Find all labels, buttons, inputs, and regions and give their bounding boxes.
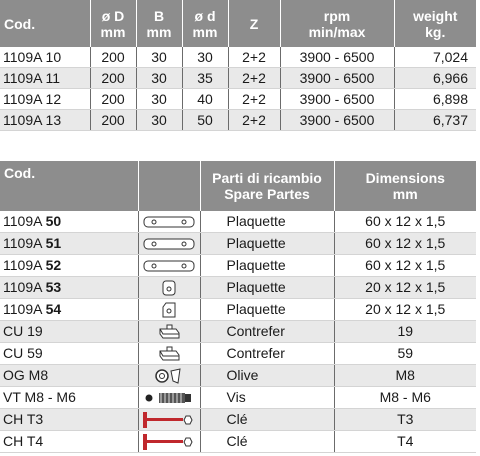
specs-cell-weight: 6,898 [394,89,476,110]
parts-cell-dimensions: 19 [334,321,476,343]
specs-cell-rpm: 3900 - 6500 [280,89,394,110]
table-row [0,343,476,365]
parts-header-row [0,161,476,211]
specs-header-line2: mm [146,23,172,40]
knife-plate-long-icon [139,259,200,273]
specs-cell-d: 30 [182,47,228,68]
part-code: VT M8 - M6 [3,389,76,405]
table-row [0,409,476,431]
parts-cell-image [138,431,200,453]
knife-plate-long-icon [139,215,200,229]
counter-knife-icon [139,346,200,362]
specs-cell-cod: 1109A 13 [0,110,90,131]
part-code-suffix: 51 [45,235,62,251]
parts-cell-dimensions: T4 [334,431,476,453]
specs-header-cell [136,0,182,47]
knife-plate-long-icon [139,237,200,251]
parts-cell-part: Plaquette [200,211,334,233]
specs-header-line1: Cod. [4,15,36,32]
specs-cell-b: 30 [136,110,182,131]
parts-cell-part: Vis [200,387,334,409]
table-row [0,110,476,131]
parts-cell-cod [0,431,138,453]
key-icon [139,433,200,451]
specs-header-line2: kg. [425,23,446,40]
parts-cell-image [138,277,200,299]
part-code-suffix: 53 [45,279,62,295]
parts-cell-part: Plaquette [200,255,334,277]
parts-cell-image [138,299,200,321]
specs-cell-z: 2+2 [228,68,280,89]
parts-cell-part: Contrefer [200,321,334,343]
parts-cell-cod [0,321,138,343]
parts-cell-part: Plaquette [200,277,334,299]
table-row [0,321,476,343]
specs-cell-weight: 7,024 [394,47,476,68]
parts-cell-dimensions: M8 [334,365,476,387]
specs-cell-rpm: 3900 - 6500 [280,110,394,131]
part-code-suffix: 50 [45,213,62,229]
specs-cell-d: 200 [90,68,136,89]
parts-cell-cod [0,365,138,387]
table-row [0,47,476,68]
parts-cell-image [138,233,200,255]
specs-cell-z: 2+2 [228,110,280,131]
parts-cell-part: Plaquette [200,299,334,321]
parts-header-dim-line2: mm [392,186,418,202]
parts-body [0,211,476,453]
specs-cell-cod: 1109A 11 [0,68,90,89]
specs-header-cell [228,0,280,47]
parts-cell-cod [0,387,138,409]
counter-knife-icon [139,324,200,340]
screw-icon [139,390,200,406]
part-code-suffix: 54 [45,301,62,317]
specs-header-line2: min/max [308,23,366,40]
table-row [0,431,476,453]
specs-cell-b: 30 [136,89,182,110]
parts-header-dimensions [334,161,476,211]
specs-cell-weight: 6,737 [394,110,476,131]
parts-cell-dimensions: M8 - M6 [334,387,476,409]
specs-header-line2: mm [100,23,126,40]
table-row [0,365,476,387]
part-code: OG M8 [3,367,49,383]
parts-cell-part: Olive [200,365,334,387]
parts-header-dim-line1: Dimensions [365,170,445,186]
key-icon [139,411,200,429]
parts-cell-dimensions: 59 [334,343,476,365]
specs-header-cell [394,0,476,47]
table-row [0,89,476,110]
part-code: CU 19 [3,323,43,339]
parts-cell-cod [0,409,138,431]
specs-cell-cod: 1109A 12 [0,89,90,110]
olive-nut-icon [139,367,200,385]
specs-header-cell [280,0,394,47]
parts-cell-cod [0,255,138,277]
part-code-suffix: 52 [45,257,62,273]
specs-cell-d: 40 [182,89,228,110]
part-code: CU 59 [3,345,43,361]
table-row [0,211,476,233]
parts-cell-part: Clé [200,409,334,431]
specs-header-cell [182,0,228,47]
parts-cell-dimensions: T3 [334,409,476,431]
knife-plate-small-angled-icon [139,302,200,318]
specs-cell-d: 200 [90,47,136,68]
parts-header-part [200,161,334,211]
table-row [0,233,476,255]
parts-cell-image [138,255,200,277]
specs-cell-d: 200 [90,110,136,131]
specs-cell-d: 200 [90,89,136,110]
table-row [0,277,476,299]
parts-cell-part: Plaquette [200,233,334,255]
specs-cell-weight: 6,966 [394,68,476,89]
parts-cell-dimensions: 60 x 12 x 1,5 [334,233,476,255]
parts-cell-cod [0,299,138,321]
parts-cell-part: Contrefer [200,343,334,365]
parts-cell-image [138,343,200,365]
specs-header-line1: Z [249,15,259,32]
specs-header-row [0,0,476,47]
specs-cell-b: 30 [136,68,182,89]
specs-header-line1: ø d [194,7,216,24]
specs-cell-d: 50 [182,110,228,131]
specs-header-cell [90,0,136,47]
parts-header-part-line1: Parti di ricambio [212,170,322,186]
parts-cell-cod [0,233,138,255]
knife-plate-small-icon [139,280,200,296]
part-code: 1109A [3,279,46,295]
parts-cell-image [138,387,200,409]
specs-cell-cod: 1109A 10 [0,47,90,68]
specs-header-line1: rpm [323,7,351,24]
specs-cell-rpm: 3900 - 6500 [280,68,394,89]
specs-cell-z: 2+2 [228,47,280,68]
specs-cell-rpm: 3900 - 6500 [280,47,394,68]
specs-header-line1: ø D [101,7,125,24]
table-row [0,299,476,321]
table-row [0,255,476,277]
parts-cell-image [138,365,200,387]
specs-header-cell [0,0,90,47]
parts-cell-part: Clé [200,431,334,453]
specs-cell-d: 35 [182,68,228,89]
parts-cell-cod [0,211,138,233]
part-code: CH T4 [3,433,44,449]
specs-body [0,47,476,131]
part-code: CH T3 [3,411,44,427]
specs-cell-b: 30 [136,47,182,68]
part-code: 1109A [3,301,46,317]
specs-cell-z: 2+2 [228,89,280,110]
part-code: 1109A [3,213,46,229]
specs-header-line1: B [153,7,165,24]
specs-table [0,0,476,131]
part-code: 1109A [3,257,46,273]
parts-cell-cod [0,343,138,365]
specs-header-line1: weight [413,7,458,24]
parts-header-image [138,161,200,211]
parts-cell-image [138,409,200,431]
table-row [0,68,476,89]
parts-cell-dimensions: 20 x 12 x 1,5 [334,299,476,321]
parts-cell-dimensions: 60 x 12 x 1,5 [334,211,476,233]
parts-header-cod: Cod. [0,161,138,211]
spare-parts-table [0,161,476,453]
parts-cell-cod [0,277,138,299]
parts-cell-image [138,211,200,233]
parts-cell-image [138,321,200,343]
part-code: 1109A [3,235,46,251]
parts-cell-dimensions: 20 x 12 x 1,5 [334,277,476,299]
parts-cell-dimensions: 60 x 12 x 1,5 [334,255,476,277]
specs-header-line2: mm [192,23,218,40]
table-row [0,387,476,409]
parts-header-part-line2: Spare Partes [224,186,310,202]
